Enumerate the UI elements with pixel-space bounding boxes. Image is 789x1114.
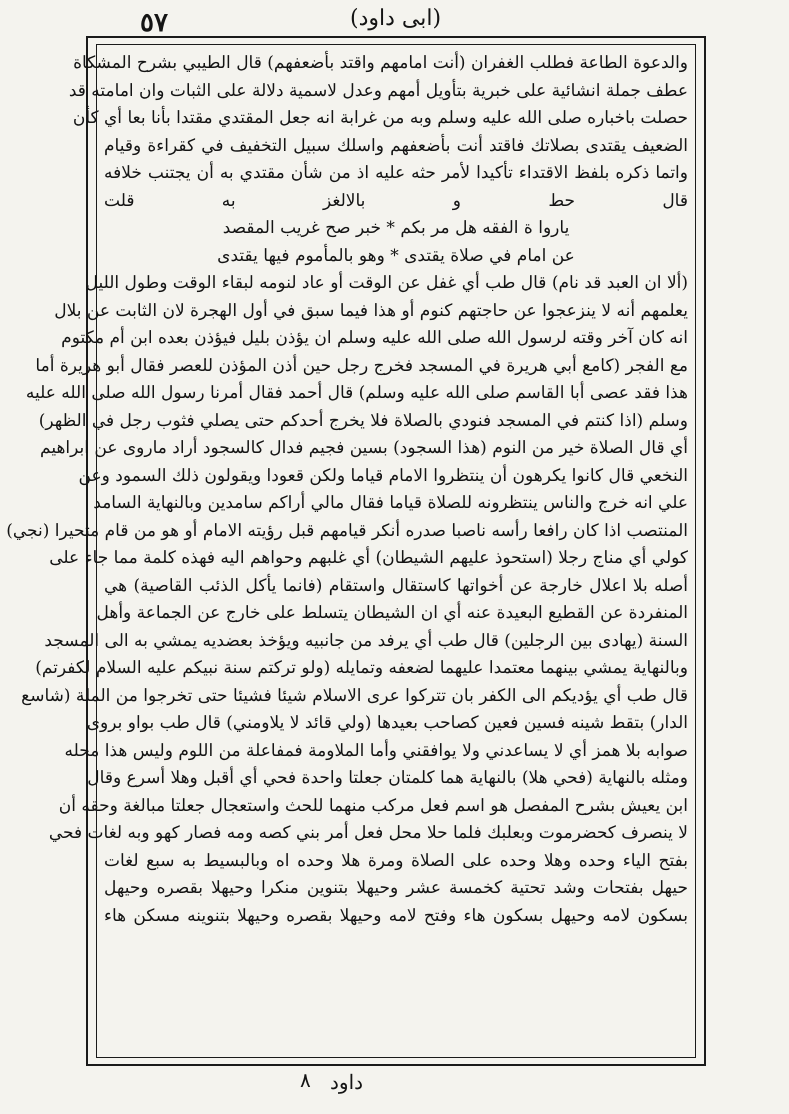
footer-signature-number: ٨ bbox=[300, 1068, 311, 1092]
text-line: والدعوة الطاعة فطلب الغفران (أنت امامهم واقتد بأضعفهم) قال الطيبي بشرح المشكاة bbox=[73, 53, 688, 73]
text-line: انه كان آخر وقته لرسول الله صلى الله عليه وسلم ان يؤذن بليل فيؤذن بعده ابن أم مكتوم bbox=[61, 328, 688, 348]
text-line: وسلم (اذا كنتم في المسجد فنودي بالصلاة فلا يخرج أحدكم حتى يصلي فثوب رجل في الظهر) bbox=[38, 410, 688, 431]
footer-signature-label: داود bbox=[330, 1070, 364, 1094]
text-line: صوابه بلا همز أي لا يساعدني ولا يوافقني وأما الملاومة فمفاعلة من اللوم وليس هذا محله bbox=[64, 740, 688, 761]
text-line: علي انه خرج والناس ينتظرونه للصلاة قياما فقال مالي أراكم سامدين وبالنهاية السامد bbox=[93, 493, 688, 513]
text-line: وبالنهاية يمشي بينهما معتمدا عليهما لضعفه وتمايله (ولو تركتم سنة نبيكم عليه السلام لكفرتم) bbox=[35, 658, 688, 678]
text-line: بسكون لامه وحيهل بسكون هاء وفتح لامه وحيهلا بقصره وحيهلا بتنوينه مسكن هاء bbox=[104, 905, 688, 926]
text-line: المنتصب اذا كان رافعا رأسه ناصبا صدره أنكر قيامهم قبل رؤيته الامام أو هو من قام متحيرا (نجي) bbox=[6, 520, 688, 541]
text-line: المنفردة عن القطيع البعيدة عنه أي ان الشيطان يتسلط على خارج عن الجماعة وأهل bbox=[96, 603, 688, 623]
text-line: الدار) بتقط شينه فسين فعين كصاحب بعيدها (ولي قائد لا يلاومني) قال طب بواو بروى bbox=[86, 713, 688, 733]
text-line: قال طب أي يؤديكم الى الكفر بان تتركوا عرى الاسلام شيئا فشيئا حتى تخرجوا من الملة (شاسع bbox=[21, 685, 688, 706]
text-line: حيهل بفتحات وشد تحتية كخمسة عشر وحيهلا بتنوين منكرا وحيهلا بقصره وحيهل bbox=[104, 878, 688, 898]
text-line: أصله بلا اعلال خارجة عن أخواتها كاستقال واستقام (فانما يأكل الذئب القاصية) هي bbox=[104, 575, 688, 596]
commentary-text bbox=[6, 50, 688, 1050]
text-line: السنة (يهادى بين الرجلين) قال طب أي يرفد من جانبيه ويؤخذ بعضديه يمشي به الى المسجد bbox=[44, 630, 688, 651]
text-line: ابن يعيش بشرح المفصل هو اسم فعل مركب منهما للحث واستعجال جعلتا مبالغة وحقه أن bbox=[58, 795, 688, 816]
text-line: بفتح الياء وحده وهلا وحده على الصلاة ومرة هلا وحده اه وبالبسيط به سبع لغات bbox=[104, 850, 688, 871]
text-line: حصلت باخباره صلى الله عليه وسلم وبه من غرابة انه جعل المقتدي مقتدا بأنا بعا أي كأن bbox=[72, 108, 688, 128]
text-line: أي قال الصلاة خير من النوم (هذا السجود) بسين فجيم فدال كالسجود أراد ماروى عن ابراهيم bbox=[40, 438, 688, 458]
running-title: (ابى داود) bbox=[350, 6, 442, 31]
text-line: هذا فقد عصى أبا القاسم صلى الله عليه وسلم) قال أحمد فقال أمرنا رسول الله صلى الله عليه bbox=[25, 383, 688, 403]
verse-line: عن امام في صلاة يقتدى * وهو بالمأموم فيها يقتدى bbox=[217, 245, 575, 266]
text-line: (ألا ان العبد قد نام) قال طب أي غفل عن الوقت أو عاد لنومه لبقاء الوقت وطول الليل bbox=[85, 273, 688, 293]
text-line: واتما ذكره بلفظ الاقتداء تأكيدا لأمر حثه عليه اذ من شأن مقتدي به أن يجتنب خلافه bbox=[104, 163, 688, 183]
text-line: عطف جملة انشائية على خبرية بتأويل أمهم وعدل لاسمية دلالة على الثبات وان امامته قد bbox=[68, 80, 688, 101]
text-line: الضعيف يقتدى بصلاتك فاقتد أنت بأضعفهم واسلك سبيل التخفيف في كقراءة وقيام bbox=[104, 135, 688, 156]
text-line: النخعي قال كانوا يكرهون أن ينتظروا الامام قياما ولكن قعودا ويقولون ذلك السمود وعن bbox=[78, 465, 688, 486]
verse-line: ياروا ة الفقه هل مر بكم * خبر صح غريب المقصد bbox=[222, 218, 570, 238]
text-line: يعلمهم أنه لا ينزعجوا عن حاجتهم كنوم أو هذا فيما سبق في أول الهجرة لان الثابت عن بلال bbox=[54, 300, 688, 321]
page-number: ٥٧ bbox=[140, 8, 168, 38]
text-line: ومثله بالنهاية (فحي هلا) بالنهاية هما كلمتان جعلتا واحدة فحي أي أقبل وهلا أسرع وقال bbox=[87, 768, 688, 788]
text-line: كولي أي مناج رجلا (استحوذ عليهم الشيطان) أي غلبهم وحواهم اليه فهذه كلمة مما جاء على bbox=[49, 548, 688, 568]
text-line: مع الفجر (كامع أبي هريرة في المسجد فخرج رجل حين أذن المؤذن للعصر فقال أبو هريرة أما bbox=[35, 355, 688, 376]
text-line: لا ينصرف كحضرموت وبعلبك فلما حلا محل فعل أمر بني كصه ومه فصار كهو وبه لغات فحي bbox=[48, 823, 688, 843]
text-line: قال حط و بالالغز به قلت bbox=[104, 190, 688, 211]
